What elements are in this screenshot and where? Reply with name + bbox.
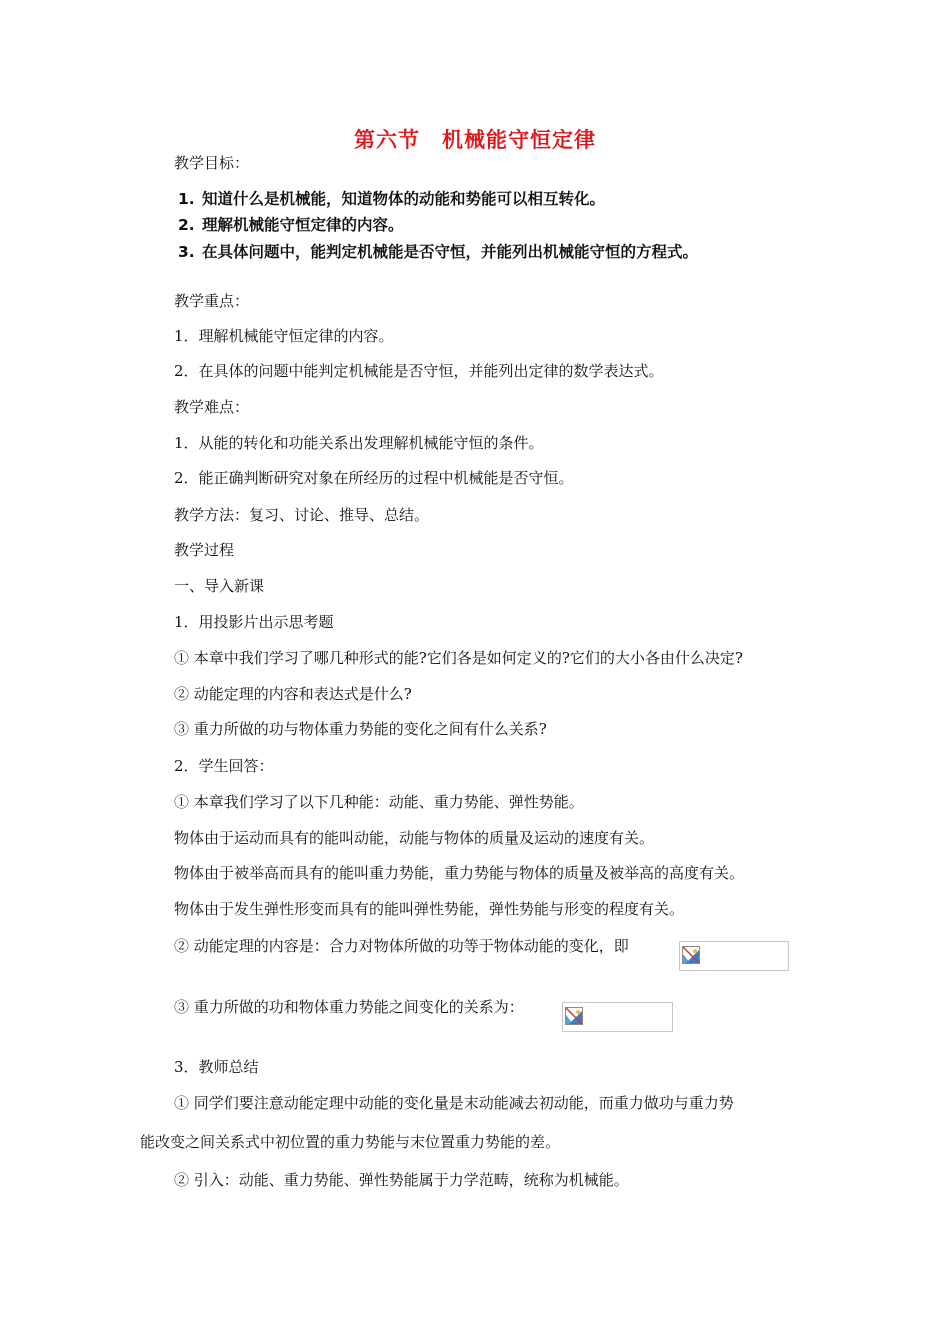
key-points-heading: 教学重点： [174,292,250,310]
answer-line: ① 本章我们学习了以下几种能：动能、重力势能、弹性势能。 [174,793,584,811]
difficulty-item: 2．能正确判断研究对象在所经历的过程中机械能是否守恒。 [174,469,574,487]
section-heading: 一、导入新课 [174,577,265,595]
step-heading: 1．用投影片出示思考题 [174,613,334,631]
answer-line: 物体由于被举高而具有的能叫重力势能，重力势能与物体的质量及被举高的高度有关。 [174,864,745,882]
formula-image [679,941,789,971]
objective-item [178,187,605,209]
answer-line: 物体由于发生弹性形变而具有的能叫弹性势能，弹性势能与形变的程度有关。 [174,900,685,918]
key-point-item: 2．在具体的问题中能判定机械能是否守恒，并能列出定律的数学表达式。 [174,362,664,380]
objective-item [178,213,404,235]
objective-number: 2. [178,216,195,234]
key-point-item: 1．理解机械能守恒定律的内容。 [174,327,394,345]
question-item: ③ 重力所做的功与物体重力势能的变化之间有什么关系? [174,720,547,738]
difficulties-heading: 教学难点： [174,398,250,416]
summary-line: ② 引入：动能、重力势能、弹性势能属于力学范畴，统称为机械能。 [174,1171,629,1189]
summary-line: 能改变之间关系式中初位置的重力势能与末位置重力势能的差。 [140,1133,561,1151]
page-title: 第六节 机械能守恒定律 [354,127,596,152]
broken-image-icon [682,946,700,964]
question-item: ② 动能定理的内容和表达式是什么? [174,685,412,703]
objective-text: 在具体问题中，能判定机械能是否守恒，并能列出机械能守恒的方程式。 [202,243,699,261]
broken-image-icon [565,1007,583,1025]
formula-image [562,1002,673,1032]
step-heading: 2．学生回答： [174,757,274,775]
answer-line: ③ 重力所做的功和物体重力势能之间变化的关系为： [174,998,524,1016]
question-item: ① 本章中我们学习了哪几种形式的能?它们各是如何定义的?它们的大小各由什么决定? [174,649,743,667]
step-heading: 3．教师总结 [174,1058,259,1076]
objective-number: 3. [178,243,195,261]
answer-line: 物体由于运动而具有的能叫动能，动能与物体的质量及运动的速度有关。 [174,829,655,847]
answer-line: ② 动能定理的内容是：合力对物体所做的功等于物体动能的变化，即 [174,937,629,955]
process-heading: 教学过程 [174,541,235,559]
summary-line: ① 同学们要注意动能定理中动能的变化量是末动能减去初动能，而重力做功与重力势 [174,1094,734,1112]
objectives-heading: 教学目标： [174,154,250,172]
teaching-methods: 教学方法：复习、讨论、推导、总结。 [174,506,430,524]
objective-number: 1. [178,190,195,208]
objective-item [178,240,698,262]
objective-text: 理解机械能守恒定律的内容。 [202,216,404,234]
objective-text: 知道什么是机械能，知道物体的动能和势能可以相互转化。 [202,190,606,208]
difficulty-item: 1．从能的转化和功能关系出发理解机械能守恒的条件。 [174,434,544,452]
